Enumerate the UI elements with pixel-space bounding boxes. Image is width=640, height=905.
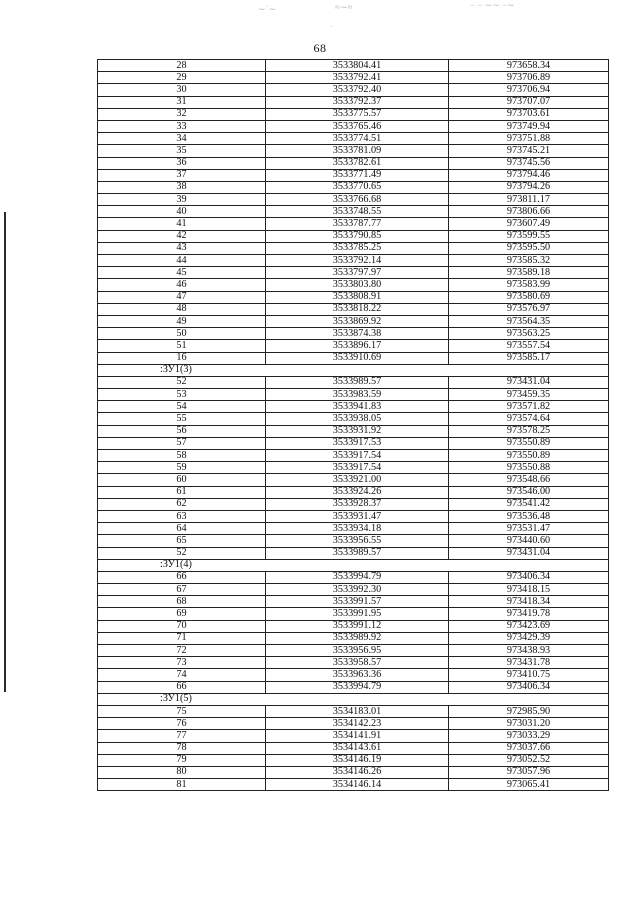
- y-coordinate-cell: 973033.29: [449, 730, 609, 742]
- point-number-cell: 62: [98, 498, 266, 510]
- y-coordinate-cell: 973057.96: [449, 766, 609, 778]
- point-number-cell: 74: [98, 669, 266, 681]
- table-row: [98, 352, 609, 364]
- x-coordinate-cell: 3533896.17: [266, 340, 449, 352]
- point-number-cell: 58: [98, 450, 266, 462]
- x-coordinate-cell: 3533785.25: [266, 242, 449, 254]
- x-coordinate-cell: 3533869.92: [266, 315, 449, 327]
- x-coordinate-cell: 3534146.19: [266, 754, 449, 766]
- y-coordinate-cell: 973459.35: [449, 389, 609, 401]
- point-number-cell: 50: [98, 328, 266, 340]
- y-coordinate-cell: 973418.34: [449, 596, 609, 608]
- y-coordinate-cell: 973794.26: [449, 181, 609, 193]
- x-coordinate-cell: 3534143.61: [266, 742, 449, 754]
- scan-artifact: ∼˙∼: [258, 4, 277, 14]
- y-coordinate-cell: 973065.41: [449, 779, 609, 791]
- table-row: [98, 218, 609, 230]
- table-row: [98, 315, 609, 327]
- scan-artifact: ˙: [330, 24, 333, 34]
- table-row: [98, 718, 609, 730]
- y-coordinate-cell: 973037.66: [449, 742, 609, 754]
- table-row: [98, 730, 609, 742]
- table-row: [98, 510, 609, 522]
- y-coordinate-cell: 973811.17: [449, 194, 609, 206]
- x-coordinate-cell: 3533991.95: [266, 608, 449, 620]
- y-coordinate-cell: 973607.49: [449, 218, 609, 230]
- y-coordinate-cell: 973585.17: [449, 352, 609, 364]
- table-row: [98, 72, 609, 84]
- y-coordinate-cell: 973431.04: [449, 547, 609, 559]
- x-coordinate-cell: 3533765.46: [266, 120, 449, 132]
- table-row: [98, 547, 609, 559]
- point-number-cell: 32: [98, 108, 266, 120]
- x-coordinate-cell: 3533989.92: [266, 632, 449, 644]
- x-coordinate-cell: 3533781.09: [266, 145, 449, 157]
- table-row: [98, 267, 609, 279]
- table-row: [98, 230, 609, 242]
- coordinates-table: [97, 59, 609, 791]
- x-coordinate-cell: 3533775.57: [266, 108, 449, 120]
- table-row: [98, 96, 609, 108]
- y-coordinate-cell: 973410.75: [449, 669, 609, 681]
- point-number-cell: 59: [98, 462, 266, 474]
- x-coordinate-cell: 3533792.41: [266, 72, 449, 84]
- x-coordinate-cell: 3533770.65: [266, 181, 449, 193]
- x-coordinate-cell: 3533931.47: [266, 510, 449, 522]
- point-number-cell: 57: [98, 437, 266, 449]
- table-row: [98, 413, 609, 425]
- point-number-cell: 53: [98, 389, 266, 401]
- x-coordinate-cell: 3533804.41: [266, 60, 449, 72]
- y-coordinate-cell: 973440.60: [449, 535, 609, 547]
- y-coordinate-cell: 973578.25: [449, 425, 609, 437]
- table-row: [98, 474, 609, 486]
- point-number-cell: 65: [98, 535, 266, 547]
- table-row: [98, 291, 609, 303]
- y-coordinate-cell: 973546.00: [449, 486, 609, 498]
- point-number-cell: 56: [98, 425, 266, 437]
- point-number-cell: 69: [98, 608, 266, 620]
- y-coordinate-cell: 973658.34: [449, 60, 609, 72]
- x-coordinate-cell: 3533874.38: [266, 328, 449, 340]
- x-coordinate-cell: 3533924.26: [266, 486, 449, 498]
- x-coordinate-cell: 3533963.36: [266, 669, 449, 681]
- y-coordinate-cell: 973564.35: [449, 315, 609, 327]
- table-row: [98, 584, 609, 596]
- x-coordinate-cell: 3533938.05: [266, 413, 449, 425]
- x-coordinate-cell: 3533989.57: [266, 547, 449, 559]
- table-row: [98, 401, 609, 413]
- point-number-cell: 37: [98, 169, 266, 181]
- x-coordinate-cell: 3533917.54: [266, 462, 449, 474]
- x-coordinate-cell: 3533928.37: [266, 498, 449, 510]
- x-coordinate-cell: 3533994.79: [266, 681, 449, 693]
- section-row: [98, 364, 609, 376]
- point-number-cell: 39: [98, 194, 266, 206]
- x-coordinate-cell: 3533994.79: [266, 571, 449, 583]
- x-coordinate-cell: 3534141.91: [266, 730, 449, 742]
- point-number-cell: 79: [98, 754, 266, 766]
- table-row: [98, 535, 609, 547]
- table-row: [98, 328, 609, 340]
- x-coordinate-cell: 3533771.49: [266, 169, 449, 181]
- point-number-cell: 71: [98, 632, 266, 644]
- point-number-cell: 44: [98, 255, 266, 267]
- table-row: [98, 742, 609, 754]
- point-number-cell: 30: [98, 84, 266, 96]
- point-number-cell: 80: [98, 766, 266, 778]
- table-row: [98, 145, 609, 157]
- table-row: [98, 133, 609, 145]
- y-coordinate-cell: 973431.04: [449, 376, 609, 388]
- y-coordinate-cell: 973745.21: [449, 145, 609, 157]
- y-coordinate-cell: 973706.89: [449, 72, 609, 84]
- y-coordinate-cell: 973571.82: [449, 401, 609, 413]
- y-coordinate-cell: 973706.94: [449, 84, 609, 96]
- x-coordinate-cell: 3533989.57: [266, 376, 449, 388]
- table-row: [98, 620, 609, 632]
- x-coordinate-cell: 3533958.57: [266, 657, 449, 669]
- point-number-cell: 73: [98, 657, 266, 669]
- x-coordinate-cell: 3533910.69: [266, 352, 449, 364]
- table-row: [98, 194, 609, 206]
- binding-edge-mark: [4, 212, 6, 692]
- y-coordinate-cell: 973749.94: [449, 120, 609, 132]
- y-coordinate-cell: 973806.66: [449, 206, 609, 218]
- x-coordinate-cell: 3533941.83: [266, 401, 449, 413]
- point-number-cell: 28: [98, 60, 266, 72]
- table-row: [98, 571, 609, 583]
- table-row: [98, 632, 609, 644]
- table-row: [98, 425, 609, 437]
- point-number-cell: 47: [98, 291, 266, 303]
- y-coordinate-cell: 973599.55: [449, 230, 609, 242]
- x-coordinate-cell: 3533818.22: [266, 303, 449, 315]
- table-row: [98, 462, 609, 474]
- point-number-cell: 66: [98, 571, 266, 583]
- point-number-cell: 42: [98, 230, 266, 242]
- point-number-cell: 34: [98, 133, 266, 145]
- table-row: [98, 523, 609, 535]
- section-row: [98, 559, 609, 571]
- point-number-cell: 45: [98, 267, 266, 279]
- table-row: [98, 376, 609, 388]
- table-row: [98, 437, 609, 449]
- section-label: :ЗУ1(3): [98, 364, 609, 376]
- x-coordinate-cell: 3534146.14: [266, 779, 449, 791]
- y-coordinate-cell: 973751.88: [449, 133, 609, 145]
- y-coordinate-cell: 973550.89: [449, 437, 609, 449]
- y-coordinate-cell: 973423.69: [449, 620, 609, 632]
- y-coordinate-cell: 973406.34: [449, 571, 609, 583]
- point-number-cell: 36: [98, 157, 266, 169]
- point-number-cell: 67: [98, 584, 266, 596]
- y-coordinate-cell: 973438.93: [449, 645, 609, 657]
- x-coordinate-cell: 3533782.61: [266, 157, 449, 169]
- table-row: [98, 255, 609, 267]
- point-number-cell: 52: [98, 376, 266, 388]
- point-number-cell: 63: [98, 510, 266, 522]
- x-coordinate-cell: 3533790.85: [266, 230, 449, 242]
- x-coordinate-cell: 3533808.91: [266, 291, 449, 303]
- point-number-cell: 49: [98, 315, 266, 327]
- point-number-cell: 33: [98, 120, 266, 132]
- y-coordinate-cell: 973031.20: [449, 718, 609, 730]
- y-coordinate-cell: 973418.15: [449, 584, 609, 596]
- y-coordinate-cell: 973576.97: [449, 303, 609, 315]
- point-number-cell: 55: [98, 413, 266, 425]
- y-coordinate-cell: 973548.66: [449, 474, 609, 486]
- x-coordinate-cell: 3533931.92: [266, 425, 449, 437]
- table-row: [98, 279, 609, 291]
- point-number-cell: 61: [98, 486, 266, 498]
- point-number-cell: 51: [98, 340, 266, 352]
- table-row: [98, 705, 609, 717]
- x-coordinate-cell: 3533991.12: [266, 620, 449, 632]
- y-coordinate-cell: 973431.78: [449, 657, 609, 669]
- table-row: [98, 608, 609, 620]
- table-row: [98, 84, 609, 96]
- x-coordinate-cell: 3533956.95: [266, 645, 449, 657]
- x-coordinate-cell: 3533748.55: [266, 206, 449, 218]
- y-coordinate-cell: 973707.07: [449, 96, 609, 108]
- point-number-cell: 16: [98, 352, 266, 364]
- table-row: [98, 206, 609, 218]
- table-row: [98, 486, 609, 498]
- table-row: [98, 766, 609, 778]
- y-coordinate-cell: 973557.54: [449, 340, 609, 352]
- table-row: [98, 389, 609, 401]
- x-coordinate-cell: 3533934.18: [266, 523, 449, 535]
- table-row: [98, 340, 609, 352]
- y-coordinate-cell: 973585.32: [449, 255, 609, 267]
- table-row: [98, 108, 609, 120]
- x-coordinate-cell: 3533797.97: [266, 267, 449, 279]
- y-coordinate-cell: 973574.64: [449, 413, 609, 425]
- y-coordinate-cell: 973583.99: [449, 279, 609, 291]
- table-row: [98, 169, 609, 181]
- y-coordinate-cell: 973550.89: [449, 450, 609, 462]
- point-number-cell: 29: [98, 72, 266, 84]
- table-row: [98, 596, 609, 608]
- table-row: [98, 303, 609, 315]
- x-coordinate-cell: 3533917.54: [266, 450, 449, 462]
- point-number-cell: 75: [98, 705, 266, 717]
- y-coordinate-cell: 973794.46: [449, 169, 609, 181]
- y-coordinate-cell: 973580.69: [449, 291, 609, 303]
- point-number-cell: 60: [98, 474, 266, 486]
- coordinates-table-body: [98, 60, 609, 791]
- point-number-cell: 41: [98, 218, 266, 230]
- scan-artifact: ≈∼≈: [335, 2, 353, 12]
- x-coordinate-cell: 3533956.55: [266, 535, 449, 547]
- point-number-cell: 40: [98, 206, 266, 218]
- section-label: :ЗУ1(5): [98, 693, 609, 705]
- table-row: [98, 181, 609, 193]
- point-number-cell: 54: [98, 401, 266, 413]
- x-coordinate-cell: 3533921.00: [266, 474, 449, 486]
- scan-artifact: − − ∼∼ −∼: [470, 0, 515, 10]
- x-coordinate-cell: 3533766.68: [266, 194, 449, 206]
- y-coordinate-cell: 973541.42: [449, 498, 609, 510]
- point-number-cell: 77: [98, 730, 266, 742]
- y-coordinate-cell: 973536.48: [449, 510, 609, 522]
- x-coordinate-cell: 3533992.30: [266, 584, 449, 596]
- point-number-cell: 81: [98, 779, 266, 791]
- x-coordinate-cell: 3533803.80: [266, 279, 449, 291]
- table-row: [98, 754, 609, 766]
- point-number-cell: 70: [98, 620, 266, 632]
- y-coordinate-cell: 973052.52: [449, 754, 609, 766]
- point-number-cell: 46: [98, 279, 266, 291]
- table-row: [98, 645, 609, 657]
- table-row: [98, 242, 609, 254]
- y-coordinate-cell: 973745.56: [449, 157, 609, 169]
- y-coordinate-cell: 973419.78: [449, 608, 609, 620]
- table-row: [98, 60, 609, 72]
- table-row: [98, 450, 609, 462]
- y-coordinate-cell: 973406.34: [449, 681, 609, 693]
- x-coordinate-cell: 3533792.14: [266, 255, 449, 267]
- section-row: [98, 693, 609, 705]
- point-number-cell: 31: [98, 96, 266, 108]
- x-coordinate-cell: 3534142.23: [266, 718, 449, 730]
- y-coordinate-cell: 973531.47: [449, 523, 609, 535]
- x-coordinate-cell: 3533917.53: [266, 437, 449, 449]
- point-number-cell: 38: [98, 181, 266, 193]
- table-row: [98, 498, 609, 510]
- point-number-cell: 78: [98, 742, 266, 754]
- table-row: [98, 681, 609, 693]
- x-coordinate-cell: 3533991.57: [266, 596, 449, 608]
- y-coordinate-cell: 973563.25: [449, 328, 609, 340]
- point-number-cell: 35: [98, 145, 266, 157]
- point-number-cell: 48: [98, 303, 266, 315]
- table-row: [98, 157, 609, 169]
- y-coordinate-cell: 973429.39: [449, 632, 609, 644]
- x-coordinate-cell: 3533983.59: [266, 389, 449, 401]
- x-coordinate-cell: 3533774.51: [266, 133, 449, 145]
- x-coordinate-cell: 3533787.77: [266, 218, 449, 230]
- point-number-cell: 52: [98, 547, 266, 559]
- point-number-cell: 66: [98, 681, 266, 693]
- y-coordinate-cell: 973550.88: [449, 462, 609, 474]
- y-coordinate-cell: 973595.50: [449, 242, 609, 254]
- x-coordinate-cell: 3533792.40: [266, 84, 449, 96]
- page-number: 68: [313, 41, 327, 55]
- point-number-cell: 72: [98, 645, 266, 657]
- x-coordinate-cell: 3534146.26: [266, 766, 449, 778]
- y-coordinate-cell: 972985.90: [449, 705, 609, 717]
- table-row: [98, 657, 609, 669]
- table-row: [98, 779, 609, 791]
- point-number-cell: 76: [98, 718, 266, 730]
- x-coordinate-cell: 3533792.37: [266, 96, 449, 108]
- section-label: :ЗУ1(4): [98, 559, 609, 571]
- y-coordinate-cell: 973703.61: [449, 108, 609, 120]
- y-coordinate-cell: 973589.18: [449, 267, 609, 279]
- point-number-cell: 68: [98, 596, 266, 608]
- table-row: [98, 120, 609, 132]
- table-row: [98, 669, 609, 681]
- point-number-cell: 43: [98, 242, 266, 254]
- x-coordinate-cell: 3534183.01: [266, 705, 449, 717]
- point-number-cell: 64: [98, 523, 266, 535]
